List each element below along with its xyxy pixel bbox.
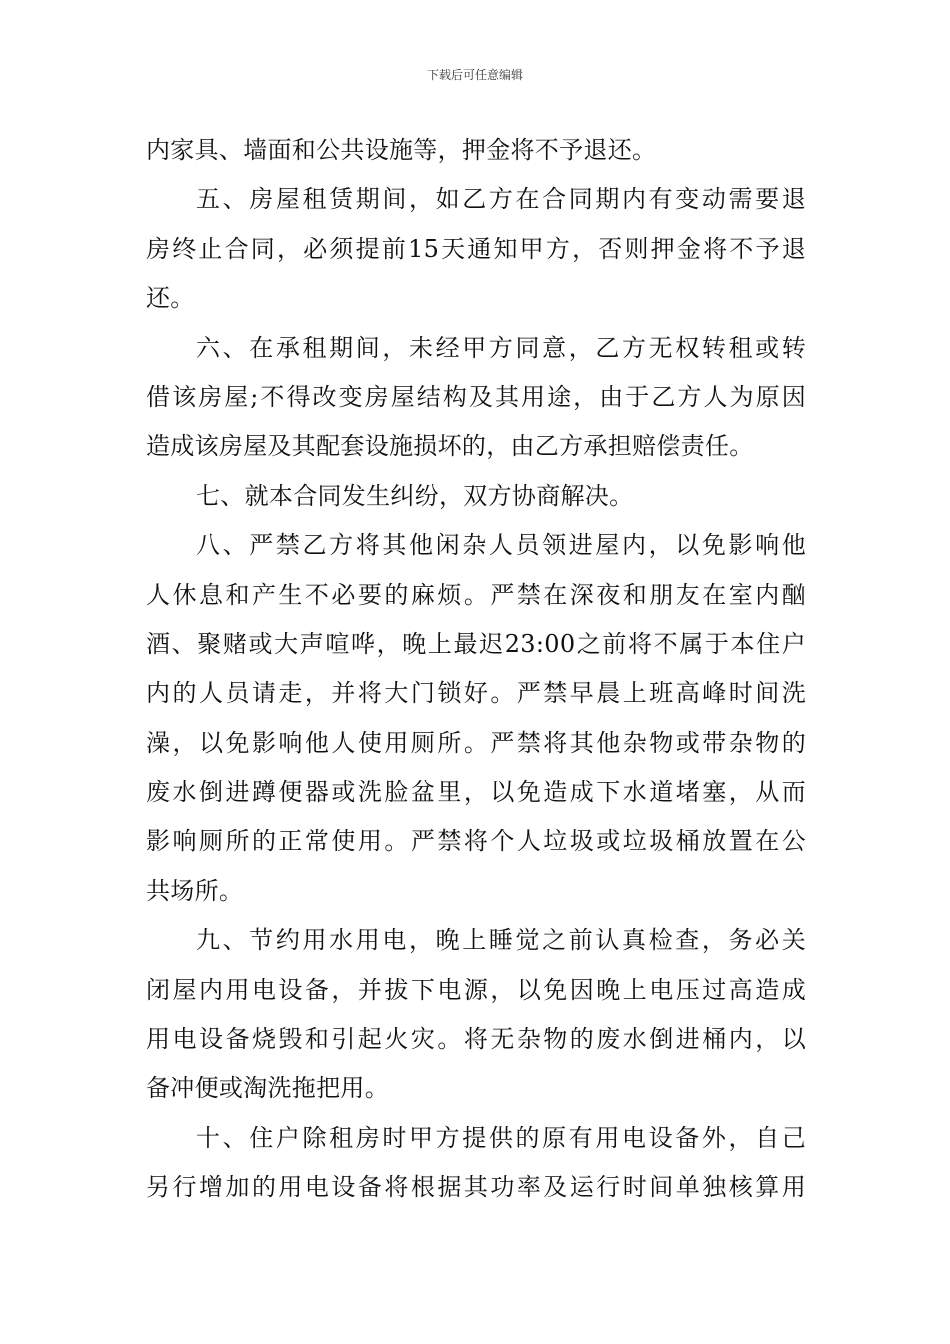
text-line: 造成该房屋及其配套设施损坏的，由乙方承担赔偿责任。 <box>146 432 754 461</box>
page-header-note: 下载后可任意编辑 <box>426 68 523 82</box>
text-line: 七、就本合同发生纠纷，双方协商解决。 <box>196 481 634 510</box>
text-line: 九、节约用水用电，晚上睡觉之前认真检查，务必关 <box>196 926 806 955</box>
text-line: 澡，以免影响他人使用厕所。严禁将其他杂物或带杂物的 <box>146 728 806 757</box>
text-line: 废水倒进蹲便器或洗脸盆里，以免造成下水道堵塞，从而 <box>146 778 806 807</box>
text-line: 用电设备烧毁和引起火灾。将无杂物的废水倒进桶内，以 <box>146 1025 806 1054</box>
text-line: 共场所。 <box>146 876 244 905</box>
text-line: 十、住户除租房时甲方提供的原有用电设备外，自己 <box>196 1123 806 1152</box>
text-line: 六、在承租期间，未经甲方同意，乙方无权转租或转 <box>196 333 806 362</box>
text-line: 内的人员请走，并将大门锁好。严禁早晨上班高峰时间洗 <box>146 679 806 708</box>
text-line: 房终止合同，必须提前15天通知甲方，否则押金将不予退 <box>146 234 806 263</box>
text-line: 酒、聚赌或大声喧哗，晚上最迟23:00之前将不属于本住户 <box>146 629 806 658</box>
text-line: 备冲便或淘洗拖把用。 <box>146 1074 389 1103</box>
text-line: 还。 <box>146 284 195 313</box>
text-line: 八、严禁乙方将其他闲杂人员领进屋内，以免影响他 <box>196 531 806 560</box>
text-line: 内家具、墙面和公共设施等，押金将不予退还。 <box>146 136 657 164</box>
text-line: 另行增加的用电设备将根据其功率及运行时间单独核算用 <box>146 1173 806 1202</box>
text-line: 影响厕所的正常使用。严禁将个人垃圾或垃圾桶放置在公 <box>146 827 806 856</box>
text-line: 借该房屋;不得改变房屋结构及其用途，由于乙方人为原因 <box>146 382 806 411</box>
text-line: 人休息和产生不必要的麻烦。严禁在深夜和朋友在室内酗 <box>146 580 806 609</box>
document-body <box>146 126 806 1213</box>
text-line: 五、房屋租赁期间，如乙方在合同期内有变动需要退 <box>196 185 806 214</box>
text-line: 闭屋内用电设备，并拔下电源，以免因晚上电压过高造成 <box>146 975 806 1004</box>
